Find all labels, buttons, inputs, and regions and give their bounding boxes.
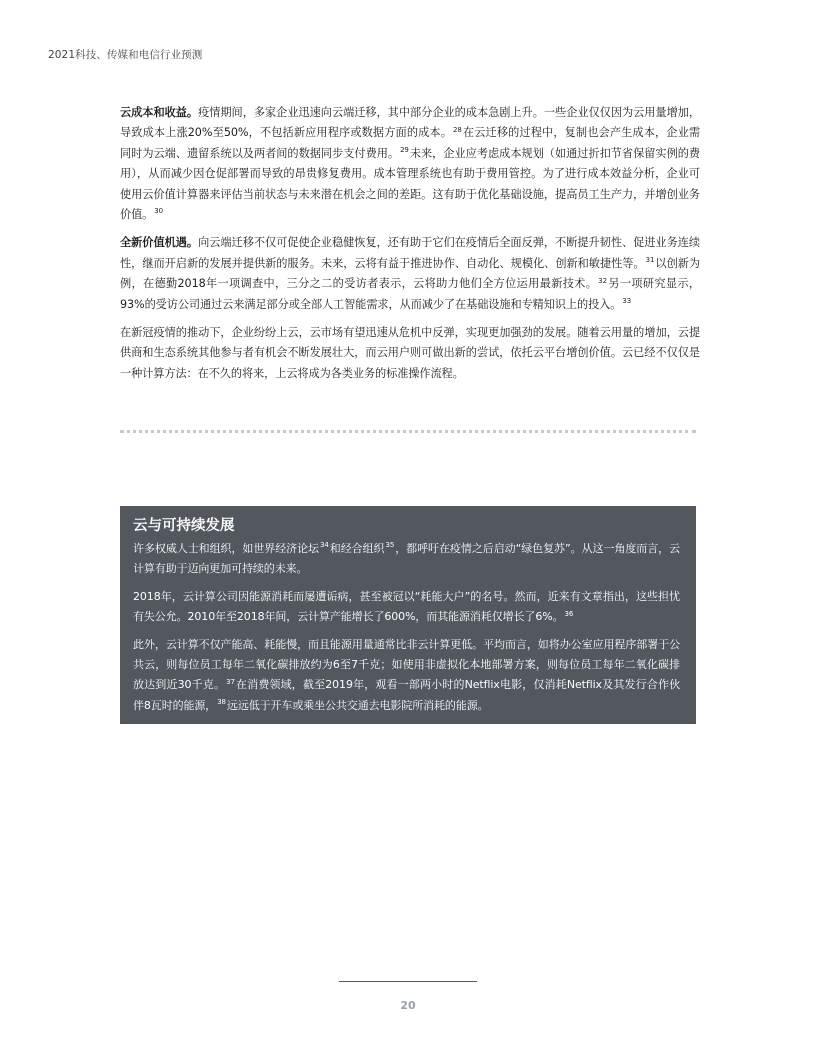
footnote-ref: 33 (622, 296, 632, 305)
lead-cloud-cost: 云成本和收益。 (120, 106, 199, 119)
footnote-ref: 35 (385, 541, 395, 550)
text: 和经合组织 (329, 542, 385, 555)
running-header: 2021科技、传媒和电信行业预测 (48, 49, 203, 61)
paragraph-cloud-cost (120, 103, 700, 225)
footnote-ref: 29 (400, 146, 409, 155)
text: 未来，企业应考虑成本规划（如通过折扣节省保留实例的费用），从而减少因仓促部署而导致的昂贵修复费用。成本管理系统也有助于费用管控。为了进行成本效益分析，企业可使用云价值计算器来评估当前状态与未来潜在机会之间的差距。这有助于优化基础设施，提高员工生产力，并增创业务价值。 (120, 146, 700, 222)
text: 此外，云计算不仅产能高、耗能慢，而且能源用量通常比非云计算更低。平均而言，如将办公室应用程序部署于公共云，则每位员工每年二氧化碳排放约为6至7千克；如使用非虚拟化本地部署方案，则每位员工每年二氧化碳排放达到近30千克。 (133, 637, 680, 692)
text: 以创新为例，在德勤2018年一项调查中，三分之二的受访者表示，云将助力他们全方位运用最新技术。 (120, 256, 700, 291)
sidebar-box-sustainability (120, 506, 696, 724)
footnote-ref: 34 (320, 541, 329, 550)
footnote-ref: 31 (645, 256, 655, 265)
box-paragraph-3 (133, 635, 680, 717)
text: 疫情期间，多家企业迅速向云端迁移，其中部分企业的成本急剧上升。一些企业仅仅因为云用量增加，导致成本上涨20%至50%，不包括新应用程序或数据方面的成本。 (120, 106, 700, 140)
footer-rule (339, 981, 477, 982)
footnote-ref: 36 (564, 609, 574, 618)
text: 在消费领域，截至2019年，观看一部两小时的Netflix电影，仅消耗Netflix及其发行合作伙伴8瓦时的能源， (133, 678, 680, 712)
footnote-ref: 37 (226, 677, 235, 686)
text: 向云端迁移不仅可促使企业稳健恢复，还有助于它们在疫情后全面反弹，不断提升韧性、促进业务连续性，继而开启新的发展并提供新的服务。未来，云将有益于推进协作、自动化、规模化、创新和敏捷性等。 (120, 236, 700, 270)
text: 在云迁移的过程中，复制也会产生成本，企业需同时为云端、遗留系统以及两者间的数据同步支付费用。 (120, 126, 700, 160)
box-paragraph-2 (133, 587, 680, 628)
footnote-ref: 32 (598, 276, 607, 285)
text: 远远低于开车或乘坐公共交通去电影院所消耗的能源。 (226, 698, 489, 712)
lead-new-value: 全新价值机遇。 (120, 236, 199, 250)
footnote-ref: 38 (217, 698, 226, 707)
text: ，都呼吁在疫情之后启动“绿色复苏”。从这一角度而言，云计算有助于迈向更加可持续的未来。 (133, 542, 680, 576)
main-content (120, 103, 700, 392)
page-number: 20 (400, 999, 416, 1012)
text: 2018年，云计算公司因能源消耗而屡遭诟病，甚至被冠以“耗能大户”的名号。然而，近来有文章指出，这些担忧有失公允。2010年至2018年间，云计算产能增长了600%，而其能源消耗仅增长了6%。 (133, 589, 680, 624)
text: 另一项研究显示，93%的受访公司通过云来满足部分或全部人工智能需求，从而减少了在基础设施和专精知识上的投入。 (120, 277, 700, 311)
box-paragraph-1 (133, 539, 680, 580)
footnote-ref: 30 (154, 207, 163, 216)
footnote-ref: 28 (453, 125, 462, 134)
paragraph-new-value (120, 233, 700, 315)
dotted-divider (120, 430, 696, 433)
text: 许多权威人士和组织，如世界经济论坛 (133, 542, 319, 555)
paragraph-conclusion: 在新冠疫情的推动下，企业纷纷上云，云市场有望迅速从危机中反弹，实现更加强劲的发展。随着云用量的增加，云提供商和生态系统其他参与者有机会不断发展壮大，而云用户则可做出新的尝试，依托云平台增创价值。云已经不仅仅是一种计算方法：在不久的将来，上云将成为各类业务的标准操作流程。 (120, 326, 700, 380)
box-title: 云与可持续发展 (133, 518, 235, 534)
